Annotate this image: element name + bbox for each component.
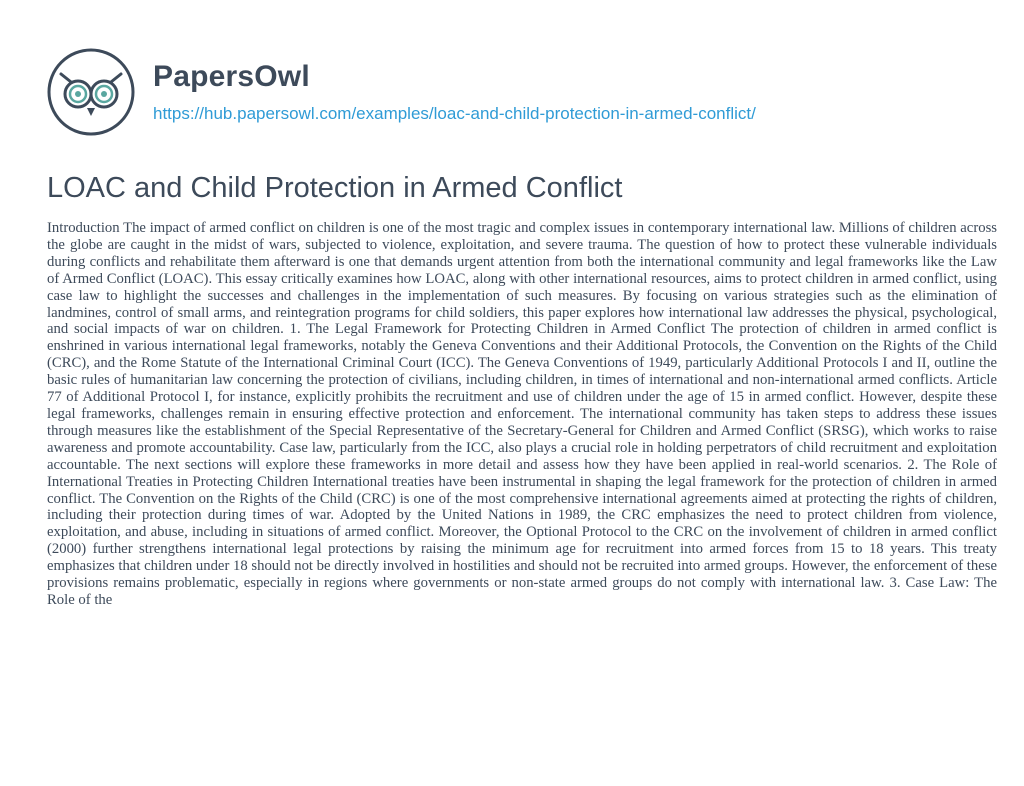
source-url-link[interactable]: https://hub.papersowl.com/examples/loac-and-child-protection-in-armed-conflict/ [153,104,756,123]
site-header [47,48,756,136]
page-bottom-edge [0,770,1024,786]
document-body: Introduction The impact of armed conflict on children is one of the most tragic and complex issues in contemporary international law. Millions of children across the globe are caught in the midst of wars, subjected to violence, exploitation, and severe trauma. The question of how to protect these vulnerable individuals during conflicts and rehabilitate them afterward is one that demands urgent attention from both the international community and legal frameworks like the Law of Armed Conflict (LOAC). This essay critically examines how LOAC, along with other international resources, aims to protect children in armed conflict, using case law to highlight the successes and challenges in the implementation of such measures. By focusing on various strategies such as the elimination of landmines, control of small arms, and reintegration programs for child soldiers, this paper explores how international law addresses the physical, psychological, and social impacts of war on children. 1. The Legal Framework for Protecting Children in Armed Conflict The protection of children in armed conflict is enshrined in various international legal frameworks, notably the Geneva Conventions and their Additional Protocols, the Convention on the Rights of the Child (CRC), and the Rome Statute of the International Criminal Court (ICC). The Geneva Conventions of 1949, particularly Additional Protocols I and II, outline the basic rules of humanitarian law concerning the protection of civilians, including children, in times of international and non-international armed conflicts. Article 77 of Additional Protocol I, for instance, explicitly prohibits the recruitment and use of children under the age of 15 in armed conflict. However, despite these legal frameworks, challenges remain in ensuring effective protection and enforcement. The international community has taken steps to address these issues through measures like the establishment of the Special Representative of the Secretary-General for Children and Armed Conflict (SRSG), which works to raise awareness and promote accountability. Case law, particularly from the ICC, also plays a crucial role in holding perpetrators of child recruitment and exploitation accountable. The next sections will explore these frameworks in more detail and assess how they have been applied in real-world scenarios. 2. The Role of International Treaties in Protecting Children International treaties have been instrumental in shaping the legal framework for the protection of children in armed conflict. The Convention on the Rights of the Child (CRC) is one of the most comprehensive international agreements aimed at protecting the rights of children, including their protection during times of war. Adopted by the United Nations in 1989, the CRC emphasizes the need to protect children from violence, exploitation, and abuse, including in situations of armed conflict. Moreover, the Optional Protocol to the CRC on the involvement of children in armed conflict (2000) further strengthens international legal protections by raising the minimum age for recruitment into armed forces from 15 to 18 years. This treaty emphasizes that children under 18 should not be directly involved in hostilities and should not be recruited into armed groups. However, the enforcement of these provisions remains problematic, especially in regions where governments or non-state armed groups do not comply with international law. 3. Case Law: The Role of the [47,220,997,608]
brand-name[interactable]: PapersOwl [153,60,310,93]
owl-icon [47,48,135,136]
brand-block [153,59,756,125]
document-title: LOAC and Child Protection in Armed Conflict [47,172,623,204]
